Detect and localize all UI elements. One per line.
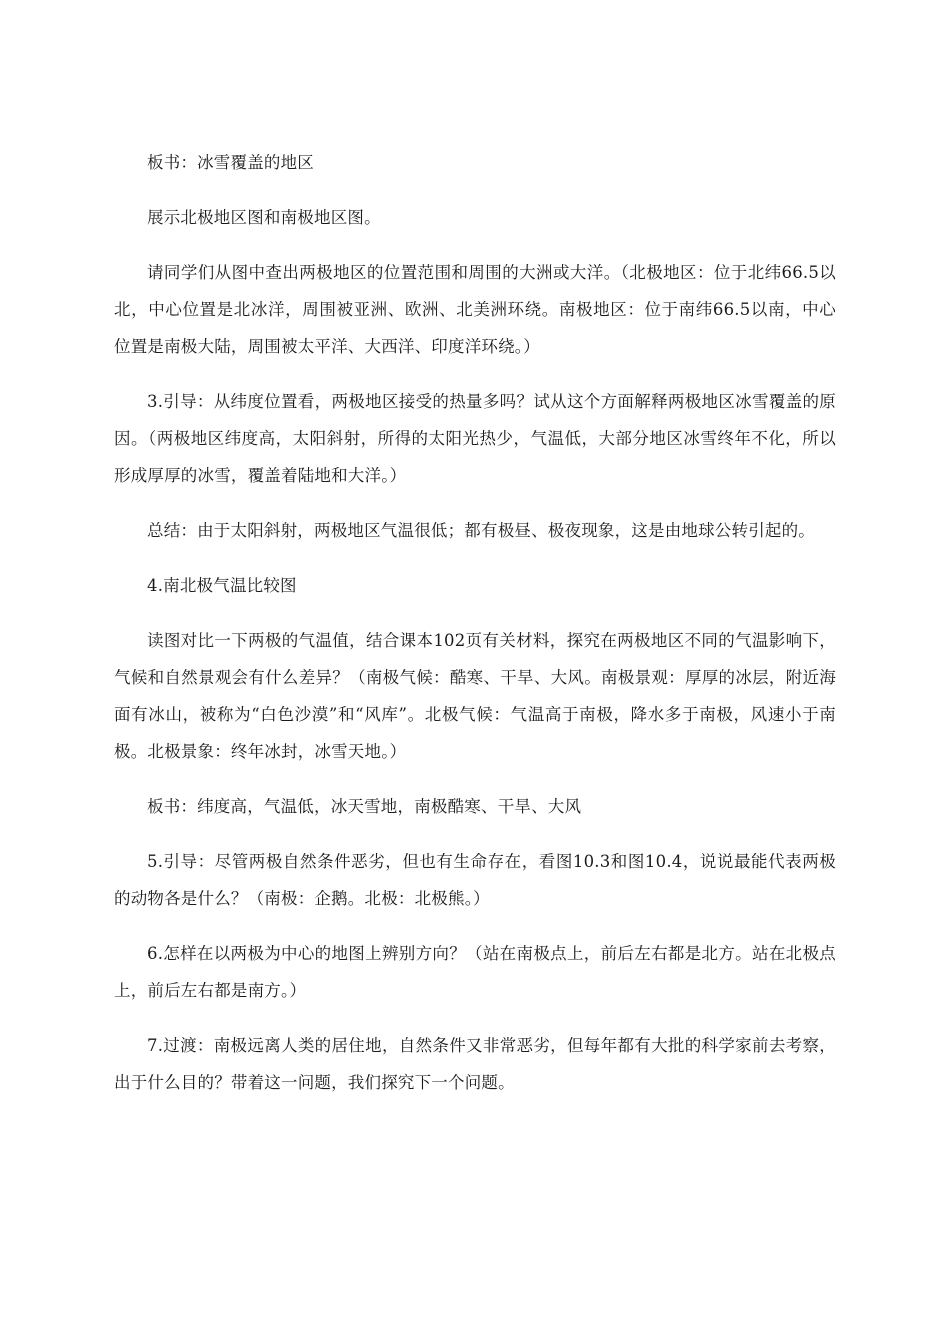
step-4-temperature-chart: 4.南北极气温比较图 [147,576,297,595]
step-7-transition: 7.过渡：南极远离人类的居住地，自然条件又非常恶劣，但每年都有大批的科学家前去考察，出于什么目的？带着这一问题，我们探究下一个问题。 [114,1036,836,1092]
step-5-polar-animals: 5.引导：尽管两极自然条件恶劣，但也有生命存在，看图10.3和图10.4，说说最能代表两极的动物各是什么？（南极：企鹅。北极：北极熊。） [114,852,836,908]
summary-paragraph: 总结：由于太阳斜射，两极地区气温很低；都有极昼、极夜现象，这是由地球公转引起的。 [147,521,815,540]
show-polar-maps: 展示北极地区图和南极地区图。 [147,208,381,227]
step-3-latitude-heat: 3.引导：从纬度位置看，两极地区接受的热量多吗？试从这个方面解释两极地区冰雪覆盖的原因。（两极地区纬度高，太阳斜射，所得的太阳光热少，气温低，大部分地区冰雪终年不化，所以形成厚厚的冰雪，覆盖着陆地和大洋。） [114,392,836,485]
polar-location-question: 请同学们从图中查出两极地区的位置范围和周围的大洲或大洋。（北极地区：位于北纬66.5以北，中心位置是北冰洋，周围被亚洲、欧洲、北美洲环绕。南极地区：位于南纬66.5以南，中心位置是南极大陆，周围被太平洋、大西洋、印度洋环绕。） [114,263,836,356]
blackboard-note-climate: 板书：纬度高，气温低，冰天雪地，南极酷寒、干旱、大风 [147,797,582,816]
step-6-directions: 6.怎样在以两极为中心的地图上辨别方向？（站在南极点上，前后左右都是北方。站在北极点上，前后左右都是南方。） [114,944,836,1000]
document-body [114,144,836,1119]
blackboard-note-ice-snow: 板书：冰雪覆盖的地区 [147,153,314,172]
climate-comparison-question: 读图对比一下两极的气温值，结合课本102页有关材料，探究在两极地区不同的气温影响下，气候和自然景观会有什么差异？（南极气候：酷寒、干旱、大风。南极景观：厚厚的冰层，附近海面有冰山，被称为“白色沙漠”和“风库”。北极气候：气温高于南极，降水多于南极，风速小于南极。北极景象：终年冰封，冰雪天地。） [114,631,836,761]
